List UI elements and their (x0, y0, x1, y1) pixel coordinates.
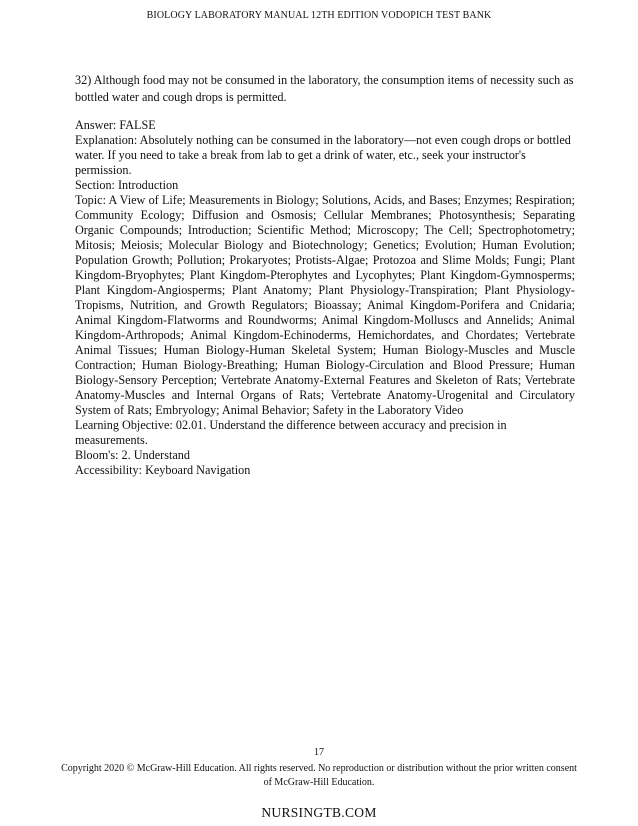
answer-line: Answer: FALSE (75, 118, 156, 132)
answer-block (75, 118, 575, 478)
explanation-line: Explanation: Absolutely nothing can be consumed in the laboratory—not even cough drops or bottled water. If you need to take a break from lab to get a drink of water, etc., seek your instructor's permission. (75, 133, 571, 177)
section-line: Section: Introduction (75, 178, 179, 192)
copyright-notice: Copyright 2020 © McGraw-Hill Education. All rights reserved. No reproduction or distribution without the prior written consent of McGraw-Hill Education. (61, 763, 577, 788)
footer-brand: NURSINGTB.COM (261, 805, 377, 820)
page-number: 17 (314, 747, 324, 758)
learning-objective-line: Learning Objective: 02.01. Understand the difference between accuracy and precision in measurements. (75, 418, 507, 447)
question-text: 32) Although food may not be consumed in the laboratory, the consumption items of necessity such as bottled water and cough drops is permitted. (75, 73, 574, 104)
blooms-line: Bloom's: 2. Understand (75, 448, 190, 462)
topic-line: Topic: A View of Life; Measurements in Biology; Solutions, Acids, and Bases; Enzymes; Respiration; Community Ecology; Diffusion and Osmosis; Cellular Membranes; Photosynthesis; Separating Organic Compounds; Introduction; Scientific Method; Microscopy; The Cell; Spectrophotometry; Mitosis; Meiosis; Molecular Biology and Biotechnology; Genetics; Evolution; Human Evolution; Population Growth; Pollution; Prokaryotes; Protists-Algae; Protozoa and Slime Molds; Fungi; Plant Kingdom-Bryophytes; Plant Kingdom-Pterophytes and Lycophytes; Plant Kingdom-Gymnosperms; Plant Kingdom-Angiosperms; Plant Anatomy; Plant Physiology-Transpiration; Plant Physiology-Tropisms, Nutrition, and Growth Regulators; Bioassay; Animal Kingdom-Porifera and Cnidaria; Animal Kingdom-Flatworms and Roundworms; Animal Kingdom-Molluscs and Annelids; Animal Kingdom-Arthropods; Animal Kingdom-Echinoderms, Hemichordates, and Chordates; Vertebrate Animal Tissues; Human Biology-Human Skeletal System; Human Biology-Muscles and Muscle Contraction; Human Biology-Breathing; Human Biology-Circulation and Blood Pressure; Human Biology-Sensory Perception; Vertebrate Anatomy-External Features and Skeleton of Rats; Vertebrate Anatomy-Muscles and Internal Organs of Rats; Vertebrate Anatomy-Urogenital and Circulatory System of Rats; Embryology; Animal Behavior; Safety in the Laboratory Video (75, 193, 575, 417)
accessibility-line: Accessibility: Keyboard Navigation (75, 463, 251, 477)
page-header: BIOLOGY LABORATORY MANUAL 12TH EDITION VODOPICH TEST BANK (146, 10, 492, 21)
